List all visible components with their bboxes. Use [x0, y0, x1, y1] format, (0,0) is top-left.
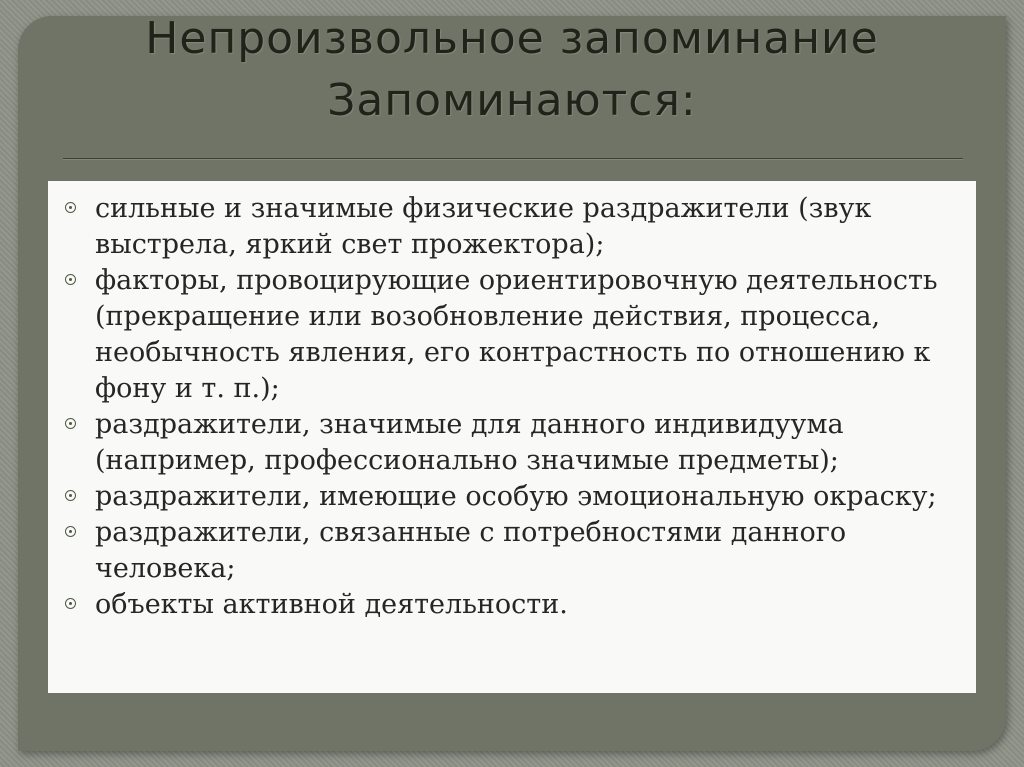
list-item-text: сильные и значимые физические раздражители (звук выстрела, яркий свет прожектора); [95, 193, 872, 260]
list-item-text: раздражители, имеющие особую эмоциональную окраску; [95, 481, 937, 512]
circle-dot-icon [65, 274, 76, 285]
circle-dot-icon [65, 418, 76, 429]
slide-title [0, 8, 1024, 132]
content-panel [48, 181, 976, 693]
circle-dot-icon [65, 598, 76, 609]
title-line-1: Непроизвольное запоминание [145, 13, 879, 64]
list-item-text: раздражители, связанные с потребностями данного человека; [95, 517, 847, 584]
circle-dot-icon [65, 490, 76, 501]
list-item-text: объекты активной деятельности. [95, 589, 568, 620]
list-item [62, 407, 952, 479]
title-line-2: Запоминаются: [327, 75, 697, 126]
list-item [62, 191, 952, 263]
list-item-text: факторы, провоцирующие ориентировочную деятельность (прекращение или возобновление действия, процесса, необычность явления, его контрастность по отношению к фону и т. п.); [95, 265, 938, 404]
title-divider [63, 158, 963, 160]
circle-dot-icon [65, 526, 76, 537]
list-item-text: раздражители, значимые для данного индивидуума (например, профессионально значимые предметы); [95, 409, 844, 476]
list-item [62, 587, 952, 623]
list-item [62, 479, 952, 515]
list-item [62, 515, 952, 587]
bullet-list [62, 191, 952, 623]
list-item [62, 263, 952, 407]
circle-dot-icon [65, 202, 76, 213]
